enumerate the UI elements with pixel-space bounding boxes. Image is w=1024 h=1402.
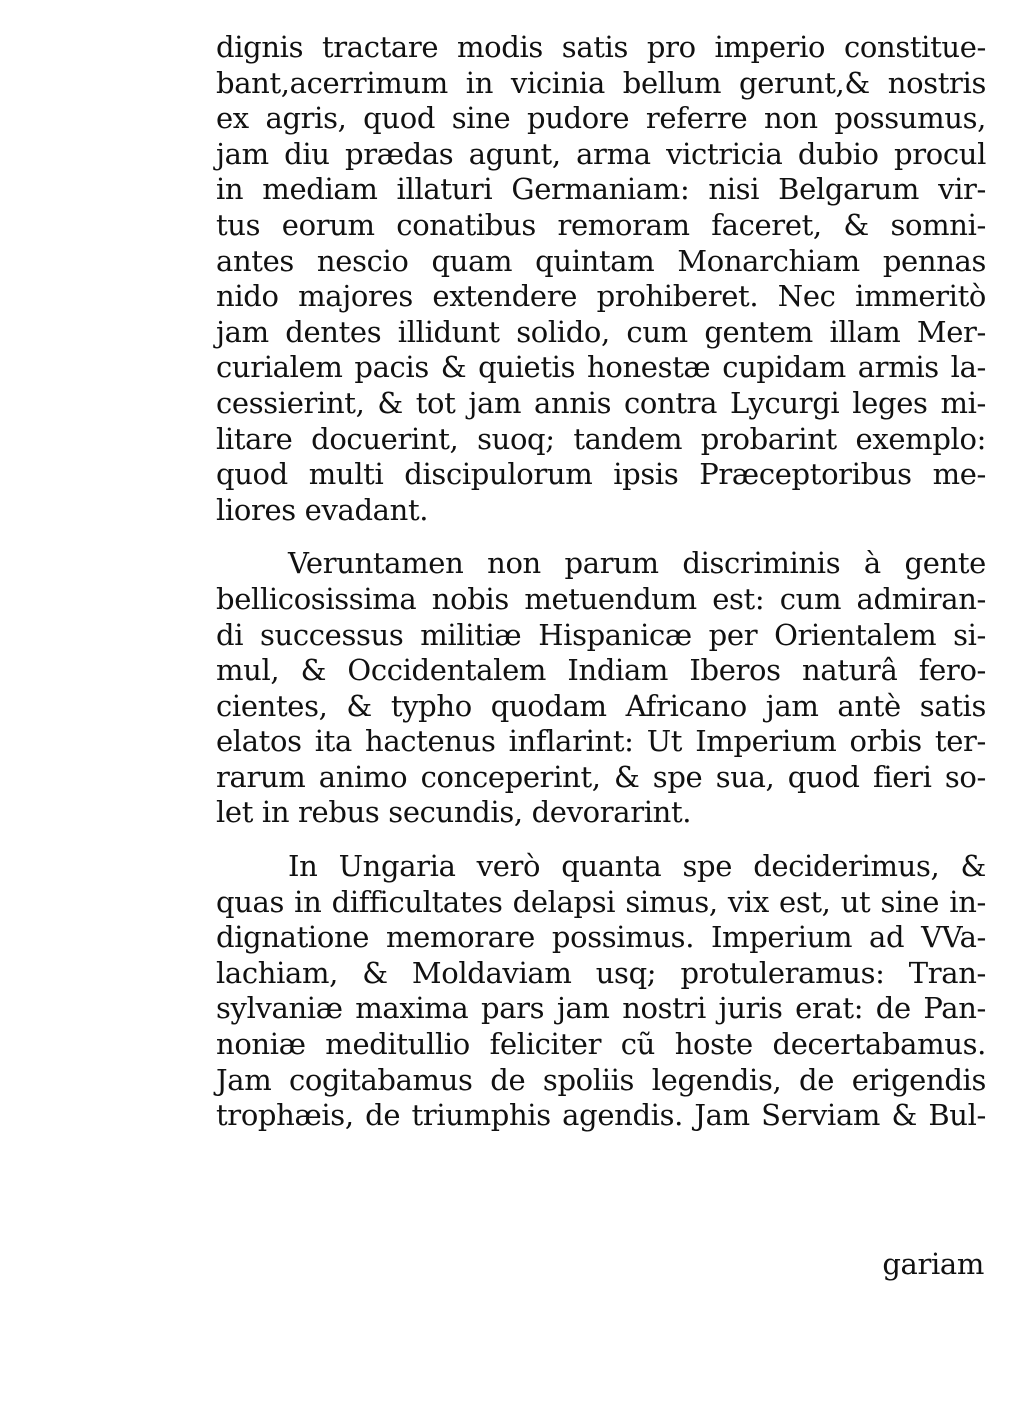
text-line: bant,acerrimum in vicinia bellum gerunt,& nostris (216, 65, 986, 100)
text-line: cientes, & typho quodam Africano jam antè satis (216, 688, 986, 723)
text-line: elatos ita hactenus inflarint: Ut Imperium orbis ter- (216, 724, 986, 759)
text-line: jam diu prædas agunt, arma victricia dubio procul (216, 136, 986, 171)
text-line: curialem pacis & quietis honestæ cupidam armis la- (216, 350, 986, 385)
text-line: antes nescio quam quintam Monarchiam pennas (216, 243, 986, 278)
text-line: liores evadant. (216, 492, 429, 527)
text-line: tus eorum conatibus remoram faceret, & somni- (216, 207, 986, 242)
text-line: nido majores extendere prohiberet. Nec immeritò (216, 279, 986, 314)
text-line: let in rebus secundis, devorarint. (216, 795, 692, 830)
text-line: in mediam illaturi Germaniam: nisi Belgarum vir- (216, 172, 986, 207)
paragraph-3 (216, 849, 986, 1134)
text-line: noniæ meditullio feliciter cũ hoste decertabamus. (216, 1027, 986, 1062)
text-line: mul, & Occidentalem Indiam Iberos naturâ fero- (216, 653, 986, 688)
text-line: di successus militiæ Hispanicæ per Orientalem si- (216, 617, 986, 652)
text-line: dignatione memorare possimus. Imperium ad VVa- (216, 920, 986, 955)
text-line: litare docuerint, suoq; tandem probarint exemplo: (216, 421, 986, 456)
text-line: bellicosissima nobis metuendum est: cum admiran- (216, 581, 986, 616)
text-line: dignis tractare modis satis pro imperio constitue- (216, 30, 986, 64)
text-line: sylvaniæ maxima pars jam nostri juris erat: de Pan- (216, 991, 986, 1026)
text-line: cessierint, & tot jam annis contra Lycurgi leges mi- (216, 385, 986, 420)
text-line: ex agris, quod sine pudore referre non possumus, (216, 101, 986, 136)
text-line: Veruntamen non parum discriminis à gente (288, 546, 986, 581)
text-line: In Ungaria verò quanta spe deciderimus, & (288, 849, 986, 884)
paragraph-2 (216, 546, 986, 831)
text-line: jam dentes illidunt solido, cum gentem illam Mer- (216, 314, 986, 349)
text-line: Jam cogitabamus de spoliis legendis, de erigendis (216, 1062, 986, 1097)
text-line: quod multi discipulorum ipsis Præceptoribus me- (216, 457, 986, 492)
text-line: lachiam, & Moldaviam usq; protuleramus: Tran- (216, 955, 986, 990)
text-line: trophæis, de triumphis agendis. Jam Serviam & Bul- (216, 1098, 986, 1133)
text-line: rarum animo conceperint, & spe sua, quod fieri so- (216, 759, 986, 794)
text-line: quas in difficultates delapsi simus, vix est, ut sine in- (216, 884, 986, 919)
paragraph-1 (216, 30, 986, 528)
catchword: gariam (882, 1247, 984, 1281)
page-text (216, 30, 986, 1134)
